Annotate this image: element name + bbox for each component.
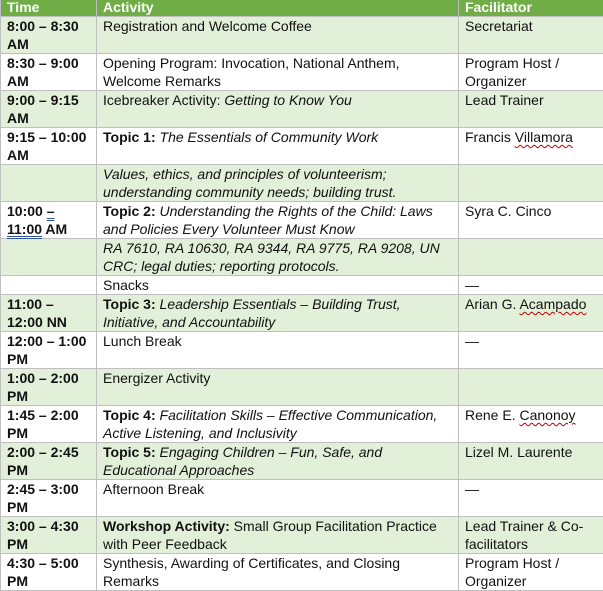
facilitator-last-name-spellcheck: Acampado xyxy=(519,296,586,312)
facilitator-first-name: Arian G. xyxy=(465,296,519,312)
time-cell: 2:00 – 2:45 PM xyxy=(1,443,97,480)
time-cell xyxy=(1,239,97,276)
facilitator-first-name: Rene E. xyxy=(465,407,519,423)
activity-cell: Snacks xyxy=(97,276,459,295)
facilitator-last-name-spellcheck: Canonoy xyxy=(519,407,575,423)
facilitator-cell xyxy=(459,239,603,276)
activity-cell: Registration and Welcome Coffee xyxy=(97,17,459,54)
time-cell: 11:00 – 12:00 NN xyxy=(1,295,97,332)
time-cell: 8:30 – 9:00 AM xyxy=(1,54,97,91)
activity-cell xyxy=(97,517,459,554)
time-cell: 9:00 – 9:15 AM xyxy=(1,91,97,128)
header-activity: Activity xyxy=(97,0,459,17)
time-cell: 3:00 – 4:30 PM xyxy=(1,517,97,554)
activity-cell xyxy=(97,443,459,480)
table-row xyxy=(1,17,603,54)
table-row xyxy=(1,276,603,295)
time-cell: 12:00 – 1:00 PM xyxy=(1,332,97,369)
table-row xyxy=(1,295,603,332)
table-row xyxy=(1,369,603,406)
facilitator-cell: Syra C. Cinco xyxy=(459,202,603,239)
topic-label: Topic 4: xyxy=(103,407,156,423)
table-row xyxy=(1,239,603,276)
time-cell: 4:30 – 5:00 PM xyxy=(1,554,97,591)
time-dash: – xyxy=(47,203,55,219)
activity-italic-text: Getting to Know You xyxy=(224,92,351,108)
activity-cell xyxy=(97,406,459,443)
table-row xyxy=(1,332,603,369)
facilitator-cell: Lizel M. Laurente xyxy=(459,443,603,480)
table-row xyxy=(1,406,603,443)
facilitator-cell: — xyxy=(459,480,603,517)
time-cell: 9:15 – 10:00 AM xyxy=(1,128,97,165)
table-row xyxy=(1,165,603,202)
header-time: Time xyxy=(1,0,97,17)
header-row xyxy=(1,0,603,17)
facilitator-cell: Program Host / Organizer xyxy=(459,554,603,591)
facilitator-cell xyxy=(459,406,603,443)
time-cell: 8:00 – 8:30 AM xyxy=(1,17,97,54)
facilitator-cell: Secretariat xyxy=(459,17,603,54)
activity-description-cell: RA 7610, RA 10630, RA 9344, RA 9775, RA 9208, UN CRC; legal duties; reporting protocols. xyxy=(97,239,459,276)
workshop-label: Workshop Activity: xyxy=(103,518,230,534)
topic-title: Understanding the Rights of the Child: Laws and Policies Every Volunteer Must Know xyxy=(103,203,433,237)
facilitator-first-name: Francis xyxy=(465,129,515,145)
facilitator-cell xyxy=(459,128,603,165)
table-row xyxy=(1,554,603,591)
topic-title: Leadership Essentials – Building Trust, Initiative, and Accountability xyxy=(103,296,401,330)
facilitator-cell xyxy=(459,165,603,202)
time-suffix: AM xyxy=(42,221,67,237)
facilitator-cell: Program Host / Organizer xyxy=(459,54,603,91)
table-row xyxy=(1,480,603,517)
table-row xyxy=(1,443,603,480)
time-cell xyxy=(1,276,97,295)
activity-text: Icebreaker Activity: xyxy=(103,92,224,108)
time-cell xyxy=(1,202,97,239)
activity-cell xyxy=(97,128,459,165)
facilitator-cell xyxy=(459,295,603,332)
table-row xyxy=(1,202,603,239)
activity-cell xyxy=(97,202,459,239)
activity-cell xyxy=(97,295,459,332)
facilitator-cell xyxy=(459,369,603,406)
activity-cell: Synthesis, Awarding of Certificates, and Closing Remarks xyxy=(97,554,459,591)
workshop-text: Small Group Facilitation Practice with Peer Feedback xyxy=(103,518,437,552)
activity-cell: Lunch Break xyxy=(97,332,459,369)
activity-cell xyxy=(97,91,459,128)
activity-cell: Afternoon Break xyxy=(97,480,459,517)
activity-description-cell: Values, ethics, and principles of volunteerism; understanding community needs; building trust. xyxy=(97,165,459,202)
facilitator-cell: Lead Trainer xyxy=(459,91,603,128)
topic-label: Topic 5: xyxy=(103,444,156,460)
topic-label: Topic 1: xyxy=(103,129,156,145)
time-cell: 2:45 – 3:00 PM xyxy=(1,480,97,517)
topic-label: Topic 2: xyxy=(103,203,156,219)
facilitator-last-name-spellcheck: Villamora xyxy=(515,129,573,145)
time-end: 11:00 xyxy=(7,221,42,237)
table-row xyxy=(1,517,603,554)
time-cell: 1:45 – 2:00 PM xyxy=(1,406,97,443)
topic-label: Topic 3: xyxy=(103,296,156,312)
activity-cell: Opening Program: Invocation, National Anthem, Welcome Remarks xyxy=(97,54,459,91)
topic-title: The Essentials of Community Work xyxy=(156,129,379,145)
header-facilitator: Facilitator xyxy=(459,0,603,17)
facilitator-cell: — xyxy=(459,332,603,369)
time-cell: 1:00 – 2:00 PM xyxy=(1,369,97,406)
table-row xyxy=(1,91,603,128)
time-cell xyxy=(1,165,97,202)
time-start: 10:00 xyxy=(7,203,47,219)
topic-title: Facilitation Skills – Effective Communication, Active Listening, and Inclusivity xyxy=(103,407,437,441)
topic-title: Engaging Children – Fun, Safe, and Educational Approaches xyxy=(103,444,382,478)
table-row xyxy=(1,54,603,91)
facilitator-cell: Lead Trainer & Co-facilitators xyxy=(459,517,603,554)
activity-cell: Energizer Activity xyxy=(97,369,459,406)
facilitator-cell: — xyxy=(459,276,603,295)
table-row xyxy=(1,128,603,165)
